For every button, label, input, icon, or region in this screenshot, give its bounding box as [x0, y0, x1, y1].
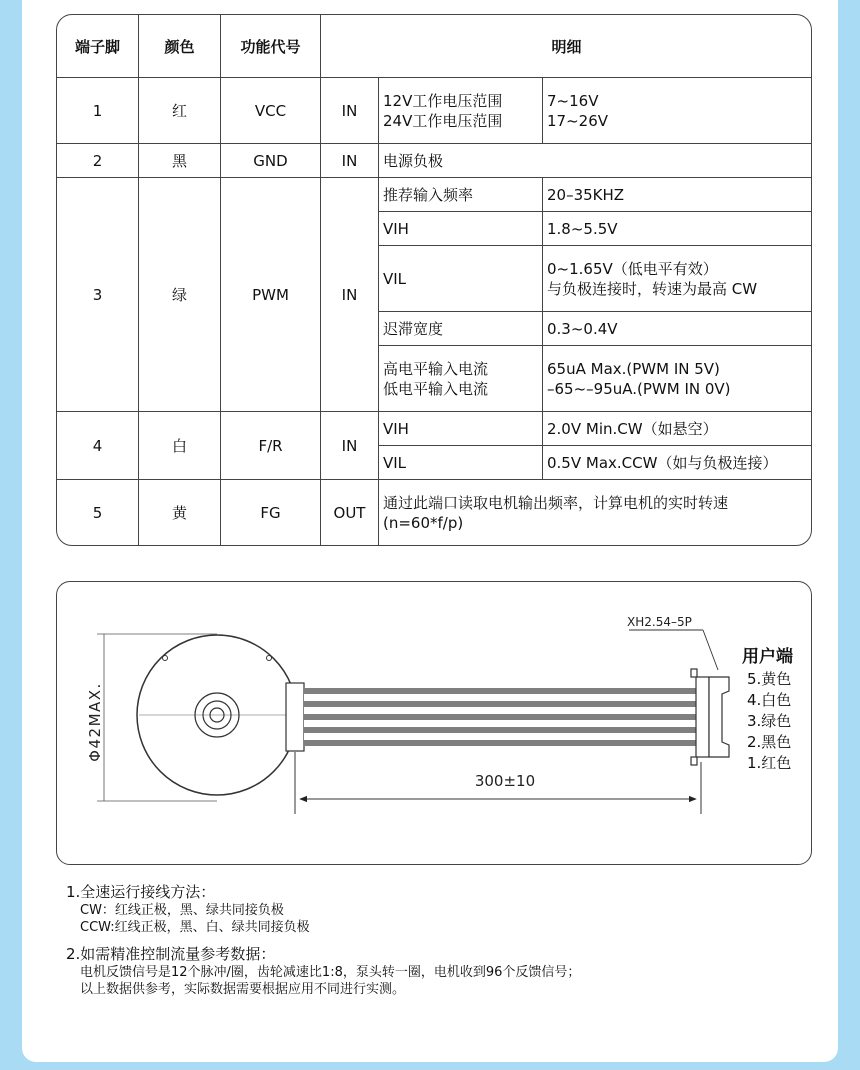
- table-row: [57, 144, 813, 178]
- header-code: 功能代号: [221, 15, 321, 78]
- wire-bundle: [286, 683, 696, 751]
- code-cell: GND: [221, 144, 321, 178]
- detail-span: 通过此端口读取电机输出频率，计算电机的实时转速 (n=60*f/p): [379, 480, 813, 546]
- note-1-line: CW：红线正极，黑、绿共同接负极: [80, 903, 284, 918]
- header-details: 明细: [321, 15, 813, 78]
- pin-spec-table: [56, 14, 812, 546]
- diameter-dimension: [97, 634, 217, 801]
- pin-cell: 3: [57, 178, 139, 412]
- dir-cell: IN: [321, 412, 379, 480]
- dir-cell: IN: [321, 178, 379, 412]
- note-1-title: 1.全速运行接线方法：: [66, 883, 216, 901]
- pin-cell: 5: [57, 480, 139, 546]
- color-cell: 黄: [139, 480, 221, 546]
- note-2-line: 电机反馈信号是12个脉冲/圈，齿轮减速比1:8，泵头转一圈，电机收到96个反馈信号；: [80, 965, 581, 980]
- dir-cell: IN: [321, 78, 379, 144]
- table-row: [57, 78, 813, 144]
- detail-name: VIL: [379, 246, 543, 312]
- note-2-line: 以上数据供参考，实际数据需要根据应用不同进行实测。: [80, 982, 406, 997]
- notes-section: [66, 882, 806, 998]
- length-label: 300±10: [474, 772, 536, 790]
- detail-value: 0.5V Max.CCW（如与负极连接）: [543, 446, 813, 480]
- diagram-svg: [57, 582, 811, 864]
- pin-cell: 4: [57, 412, 139, 480]
- code-cell: VCC: [221, 78, 321, 144]
- wire-label-white: 4.白色: [747, 691, 792, 709]
- detail-value: 7~16V 17~26V: [543, 78, 813, 144]
- wiring-diagram: [56, 581, 812, 865]
- color-cell: 红: [139, 78, 221, 144]
- detail-name: 12V工作电压范围 24V工作电压范围: [379, 78, 543, 144]
- color-cell: 黑: [139, 144, 221, 178]
- wire-label-green: 3.绿色: [747, 712, 792, 730]
- detail-value: 20–35KHZ: [543, 178, 813, 212]
- code-cell: FG: [221, 480, 321, 546]
- code-cell: PWM: [221, 178, 321, 412]
- table-row: [57, 178, 813, 212]
- motor-drawing: [137, 635, 297, 795]
- note-1-line: CCW:红线正极，黑、白、绿共同接负极: [80, 920, 310, 935]
- pin-cell: 2: [57, 144, 139, 178]
- detail-name: 迟滞宽度: [379, 312, 543, 346]
- user-end-title: 用户端: [742, 647, 793, 667]
- diameter-label: Φ42MAX.: [86, 682, 104, 762]
- header-pin: 端子脚: [57, 15, 139, 78]
- dir-cell: IN: [321, 144, 379, 178]
- connector-drawing: [691, 669, 729, 765]
- detail-value: 0~1.65V（低电平有效） 与负极连接时，转速为最高 CW: [543, 246, 813, 312]
- detail-value: 2.0V Min.CW（如悬空）: [543, 412, 813, 446]
- header-color: 颜色: [139, 15, 221, 78]
- detail-value: 65uA Max.(PWM IN 5V) –65~–95uA.(PWM IN 0V): [543, 346, 813, 412]
- detail-name: VIH: [379, 212, 543, 246]
- code-cell: F/R: [221, 412, 321, 480]
- wire-label-yellow: 5.黄色: [747, 670, 792, 688]
- detail-span: 电源负极: [379, 144, 813, 178]
- dir-cell: OUT: [321, 480, 379, 546]
- pin-cell: 1: [57, 78, 139, 144]
- detail-value: 0.3~0.4V: [543, 312, 813, 346]
- table-row: [57, 412, 813, 446]
- detail-name: VIL: [379, 446, 543, 480]
- connector-label: XH2.54–5P: [627, 615, 692, 629]
- table-header-row: [57, 15, 813, 78]
- detail-value: 1.8~5.5V: [543, 212, 813, 246]
- connector-leader: [629, 630, 718, 670]
- note-2-title: 2.如需精准控制流量参考数据：: [66, 945, 276, 963]
- table-row: [57, 480, 813, 546]
- color-cell: 绿: [139, 178, 221, 412]
- wire-label-red: 1.红色: [747, 754, 792, 772]
- detail-name: 推荐输入频率: [379, 178, 543, 212]
- color-cell: 白: [139, 412, 221, 480]
- detail-name: VIH: [379, 412, 543, 446]
- detail-name: 高电平输入电流 低电平输入电流: [379, 346, 543, 412]
- wire-label-black: 2.黑色: [747, 733, 792, 751]
